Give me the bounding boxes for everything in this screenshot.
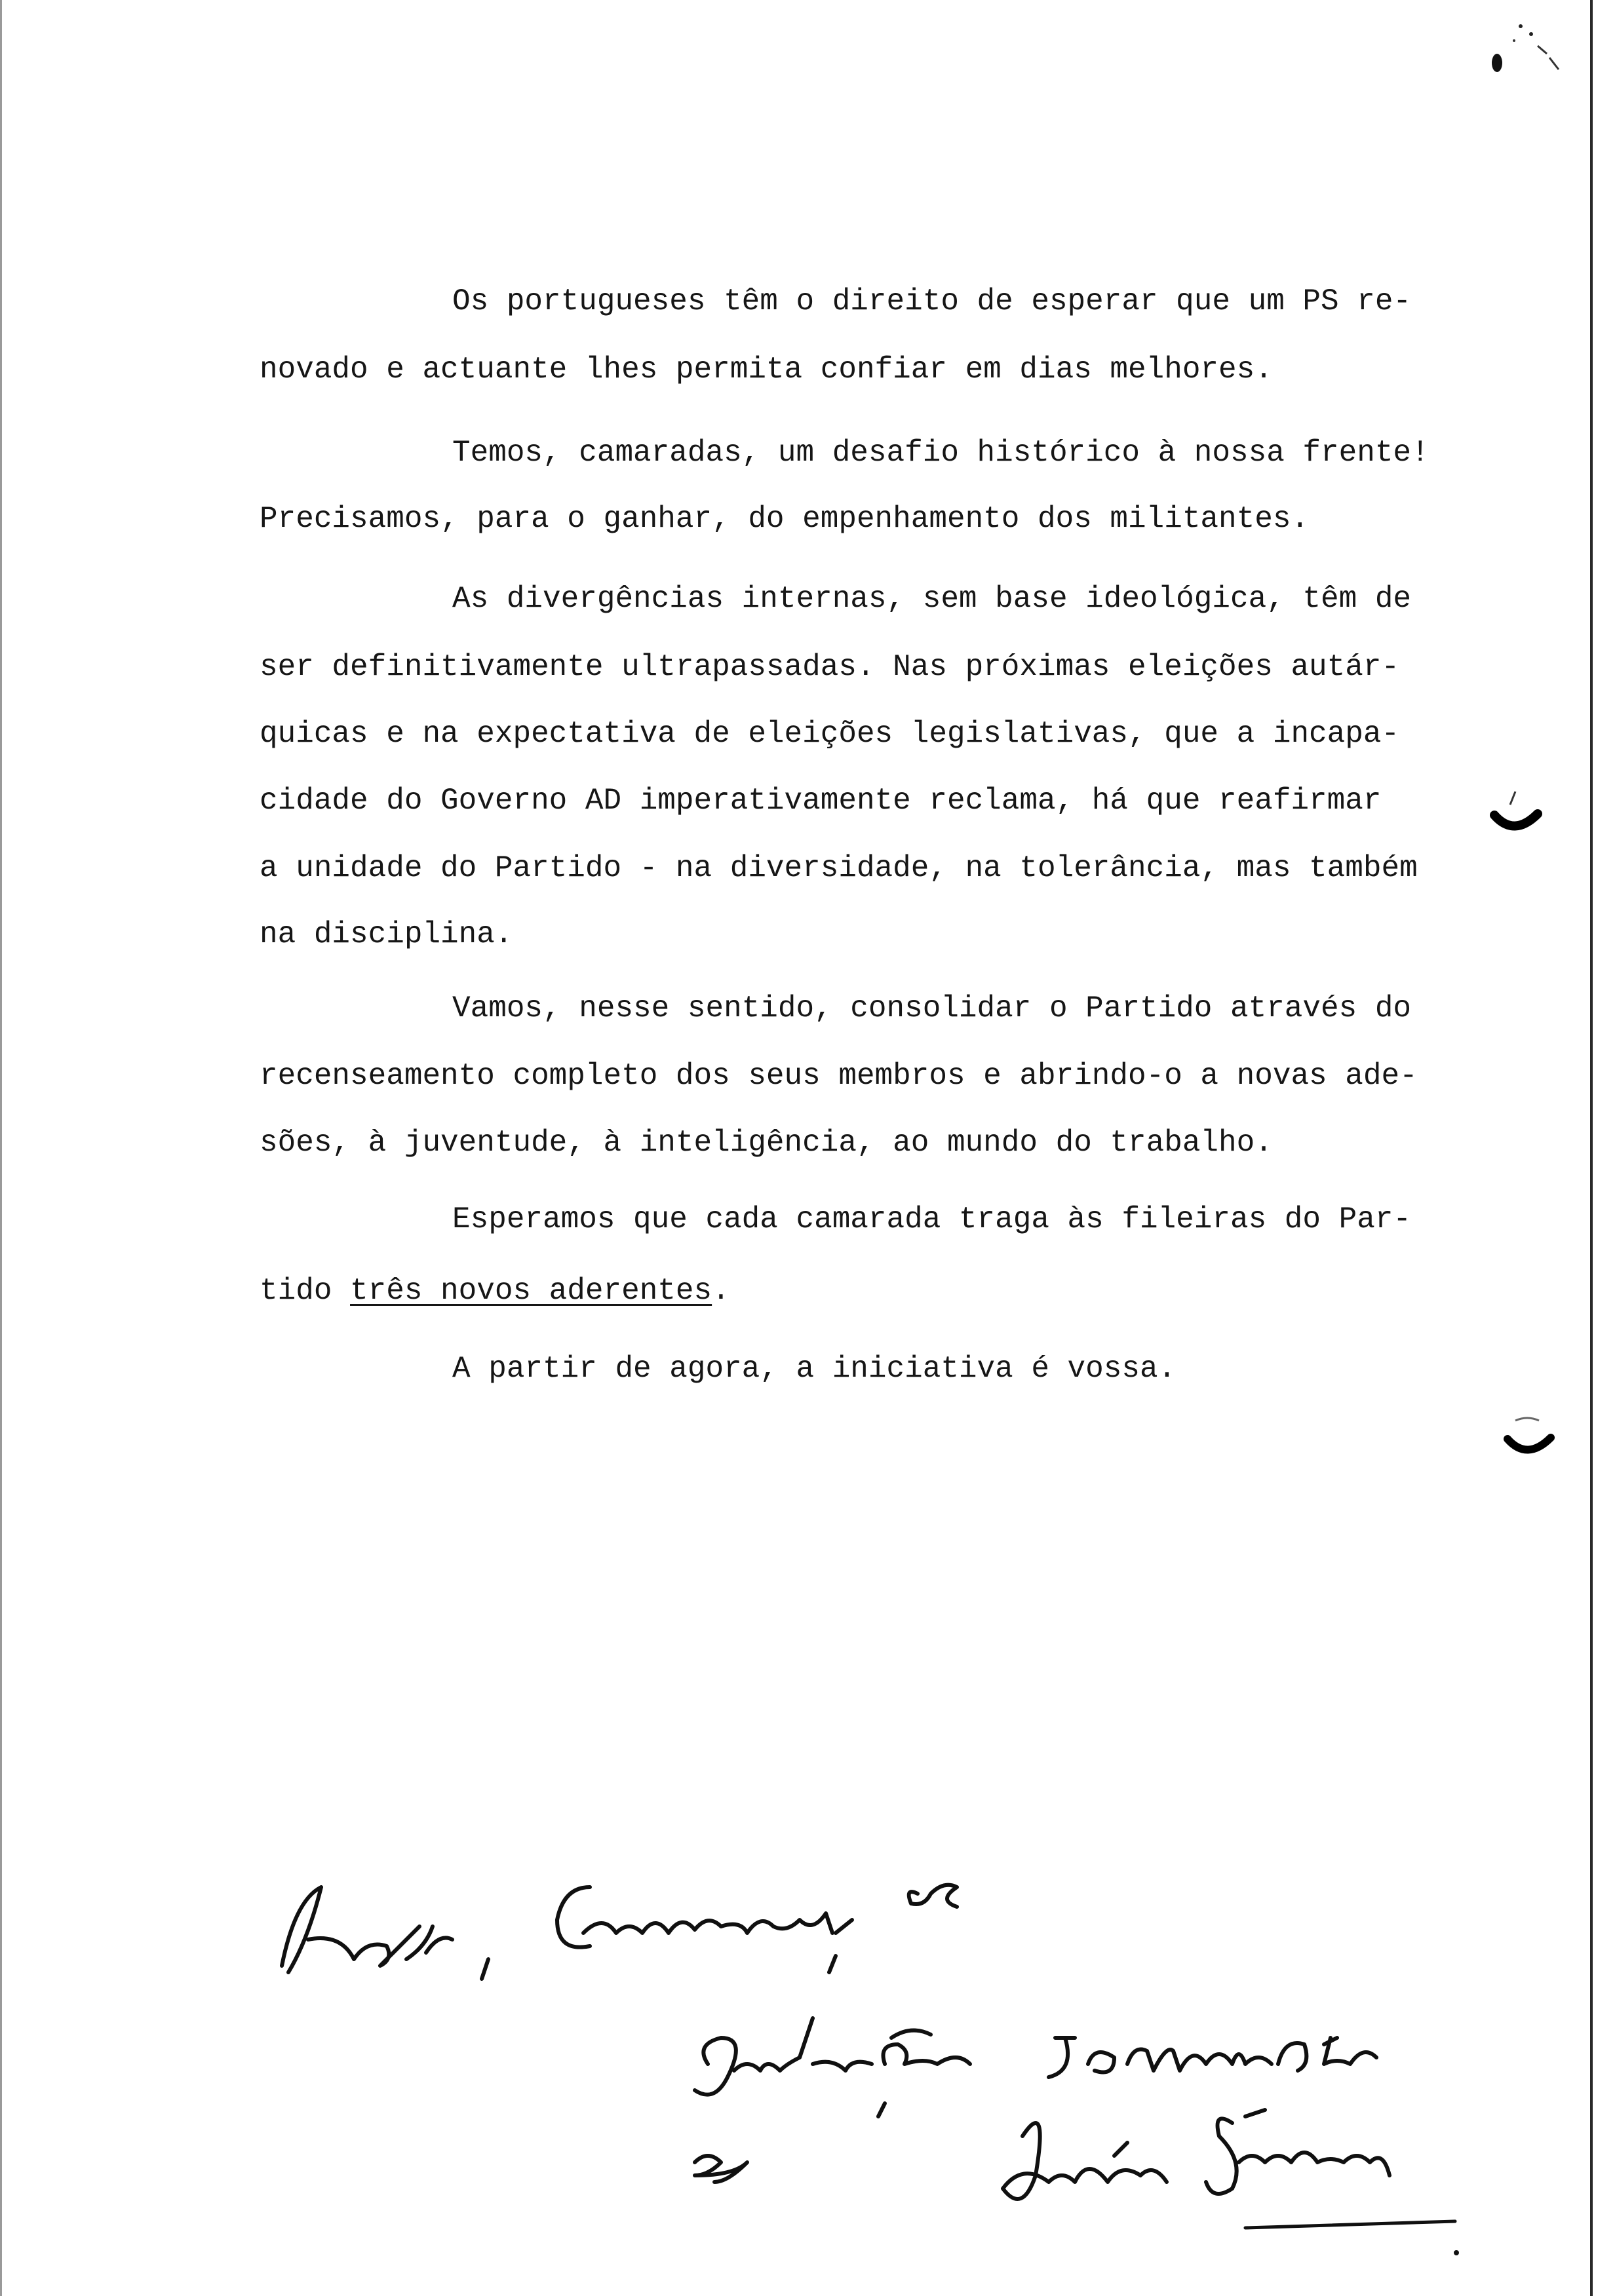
paragraph-3-line-1: As divergências internas, sem base ideológica, têm de [452,582,1412,616]
paragraph-4-line-3: sões, à juventude, à inteligência, ao mundo do trabalho. [260,1126,1273,1160]
underlined-emphasis: três novos aderentes [350,1274,712,1308]
closing-prefix: tido [260,1274,351,1308]
paragraph-3-line-3: quicas e na expectativa de eleições legislativas, que a incapa- [260,717,1400,751]
paragraph-5-line-1: Esperamos que cada camarada traga às fileiras do Par- [452,1202,1412,1236]
paragraph-2-line-2: Precisamos, para o ganhar, do empenhamento dos militantes. [260,502,1310,536]
paragraph-3-line-4: cidade do Governo AD imperativamente reclama, há que reafirmar [260,784,1382,818]
paragraph-6-line-1: A partir de agora, a iniciativa é vossa. [452,1352,1177,1386]
paragraph-4-line-1: Vamos, nesse sentido, consolidar o Partido através do [452,991,1412,1025]
paragraph-4-line-2: recenseamento completo dos seus membros e abrindo-o a novas ade- [260,1059,1418,1093]
paragraph-3-line-2: ser definitivamente ultrapassadas. Nas próximas eleições autár- [260,650,1400,684]
closing-suffix: . [712,1274,730,1308]
paragraph-1-line-2: novado e actuante lhes permita confiar em dias melhores. [260,353,1273,387]
paragraph-3-line-5: a unidade do Partido - na diversidade, na tolerância, mas também [260,851,1418,885]
paragraph-1-line-1: Os portugueses têm o direito de esperar que um PS re- [452,284,1412,318]
paragraph-2-line-1: Temos, camaradas, um desafio histórico à nossa frente! [452,436,1430,470]
paragraph-3-line-6: na disciplina. [260,917,513,951]
